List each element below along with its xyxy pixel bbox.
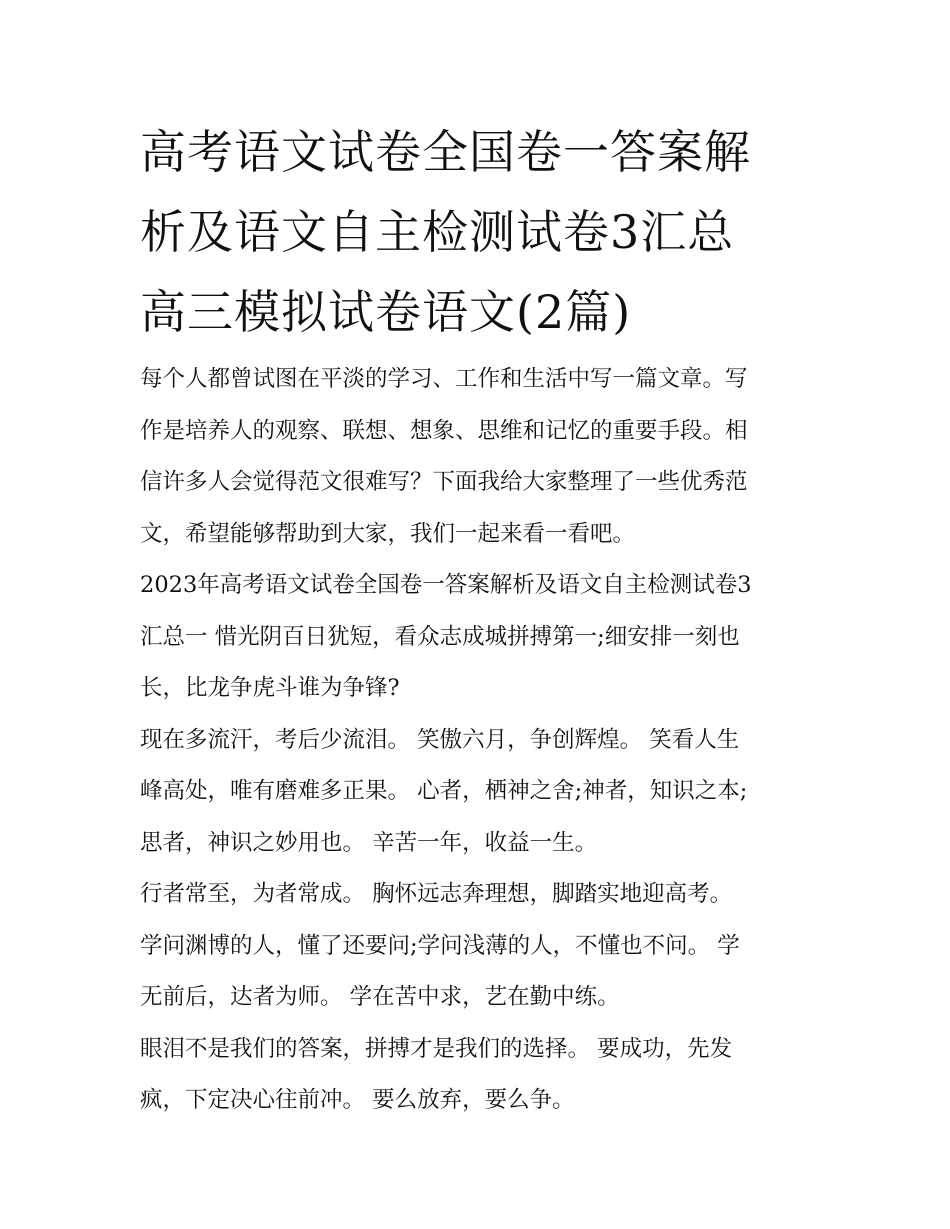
- text-line: 行者常至，为者常成。 胸怀远志奔理想，脚踏实地迎高考。: [140, 881, 733, 907]
- text-line: 思者，神识之妙用也。 辛苦一年，收益一生。: [140, 829, 598, 856]
- document-body: [140, 354, 820, 1127]
- text-line: 信许多人会觉得范文很难写？下面我给大家整理了一些优秀范: [140, 469, 748, 495]
- body-paragraph: [140, 715, 820, 870]
- text-line: 长，比龙争虎斗谁为争锋?: [140, 675, 400, 701]
- text-line: 疯，下定决心往前冲。 要么放弃，要么争。: [140, 1087, 575, 1113]
- text-line: 现在多流汗，考后少流泪。 笑傲六月，争创辉煌。 笑看人生: [140, 726, 740, 753]
- body-paragraph: [140, 1024, 820, 1127]
- body-paragraph: [140, 560, 820, 715]
- text-line: 作是培养人的观察、联想、想象、思维和记忆的重要手段。相: [140, 417, 748, 444]
- intro-paragraph: [140, 354, 820, 560]
- text-line: 无前后，达者为师。 学在苦中求，艺在勤中练。: [140, 984, 620, 1010]
- text-line: 2023年高考语文试卷全国卷一答案解析及语文自主检测试卷3: [140, 572, 752, 598]
- title-line: 高三模拟试卷语文(2篇): [140, 285, 632, 339]
- text-line: 汇总一 惜光阴百日犹短，看众志成城拼搏第一;细安排一刻也: [140, 623, 740, 650]
- text-line: 学问渊博的人，懂了还要问;学问浅薄的人，不懂也不问。 学: [140, 932, 740, 959]
- text-line: 眼泪不是我们的答案，拼搏才是我们的选择。 要成功，先发: [140, 1035, 733, 1062]
- title-line: 析及语文自主检测试卷3汇总: [140, 205, 735, 259]
- body-paragraph: [140, 869, 820, 1024]
- text-line: 每个人都曾试图在平淡的学习、工作和生活中写一篇文章。写: [140, 366, 748, 392]
- text-line: 文，希望能够帮助到大家，我们一起来看一看吧。: [140, 520, 636, 547]
- document-title: [140, 112, 820, 352]
- text-line: 峰高处，唯有磨难多正果。 心者，栖神之舍;神者，知识之本;: [140, 778, 748, 804]
- title-line: 高考语文试卷全国卷一答案解: [140, 125, 751, 179]
